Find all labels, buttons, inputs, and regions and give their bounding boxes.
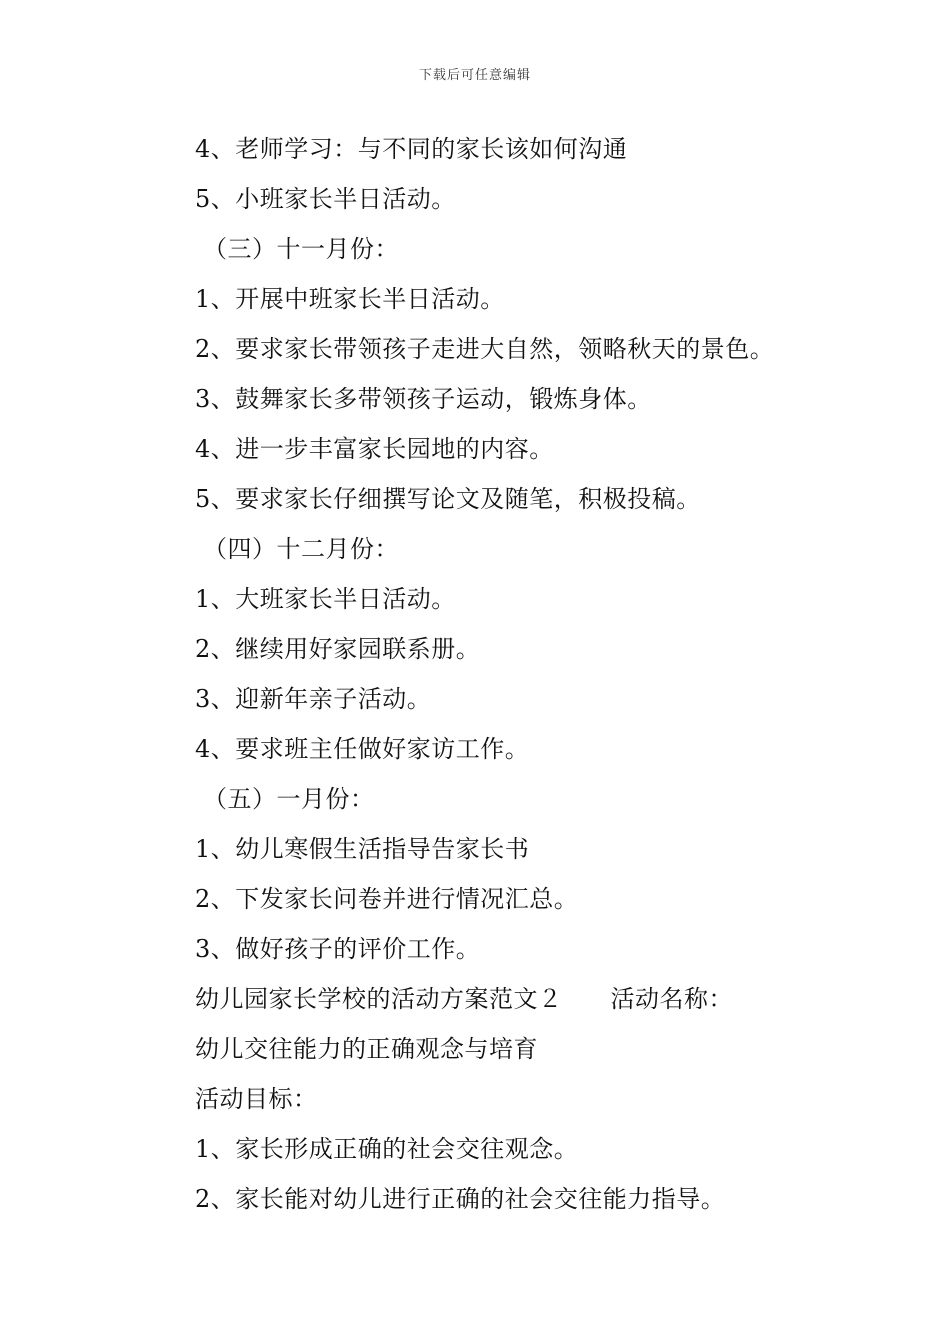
activity-name: 幼儿交往能力的正确观念与培育	[195, 1035, 538, 1063]
list-item: 1、开展中班家长半日活动。	[195, 285, 505, 313]
list-item: 4、老师学习：与不同的家长该如何沟通	[195, 135, 628, 163]
list-item: 2、要求家长带领孩子走进大自然，领略秋天的景色。	[195, 335, 775, 363]
section-heading-november: （三）十一月份：	[203, 235, 399, 263]
list-item: 1、大班家长半日活动。	[195, 585, 456, 613]
goal-item: 2、家长能对幼儿进行正确的社会交往能力指导。	[195, 1185, 726, 1213]
page-header-note: 下载后可任意编辑	[418, 68, 531, 83]
goal-item: 1、家长形成正确的社会交往观念。	[195, 1135, 579, 1163]
document-body	[195, 124, 835, 1224]
list-item: 4、进一步丰富家长园地的内容。	[195, 435, 554, 463]
list-item: 2、下发家长问卷并进行情况汇总。	[195, 885, 579, 913]
list-item: 2、继续用好家园联系册。	[195, 635, 481, 663]
section-heading-december: （四）十二月份：	[203, 535, 399, 563]
list-item: 1、幼儿寒假生活指导告家长书	[195, 835, 530, 863]
activity-name-label: 活动名称：	[610, 985, 733, 1013]
list-item: 3、迎新年亲子活动。	[195, 685, 432, 713]
section-heading-january: （五）一月份：	[203, 785, 375, 813]
list-item: 3、做好孩子的评价工作。	[195, 935, 481, 963]
list-item: 4、要求班主任做好家访工作。	[195, 735, 530, 763]
doc-title: 幼儿园家长学校的活动方案范文２	[195, 985, 563, 1013]
list-item: 5、小班家长半日活动。	[195, 185, 456, 213]
doc-title-row	[195, 974, 835, 1024]
goals-heading: 活动目标：	[195, 1085, 318, 1113]
list-item: 5、要求家长仔细撰写论文及随笔，积极投稿。	[195, 485, 701, 513]
list-item: 3、鼓舞家长多带领孩子运动，锻炼身体。	[195, 385, 652, 413]
